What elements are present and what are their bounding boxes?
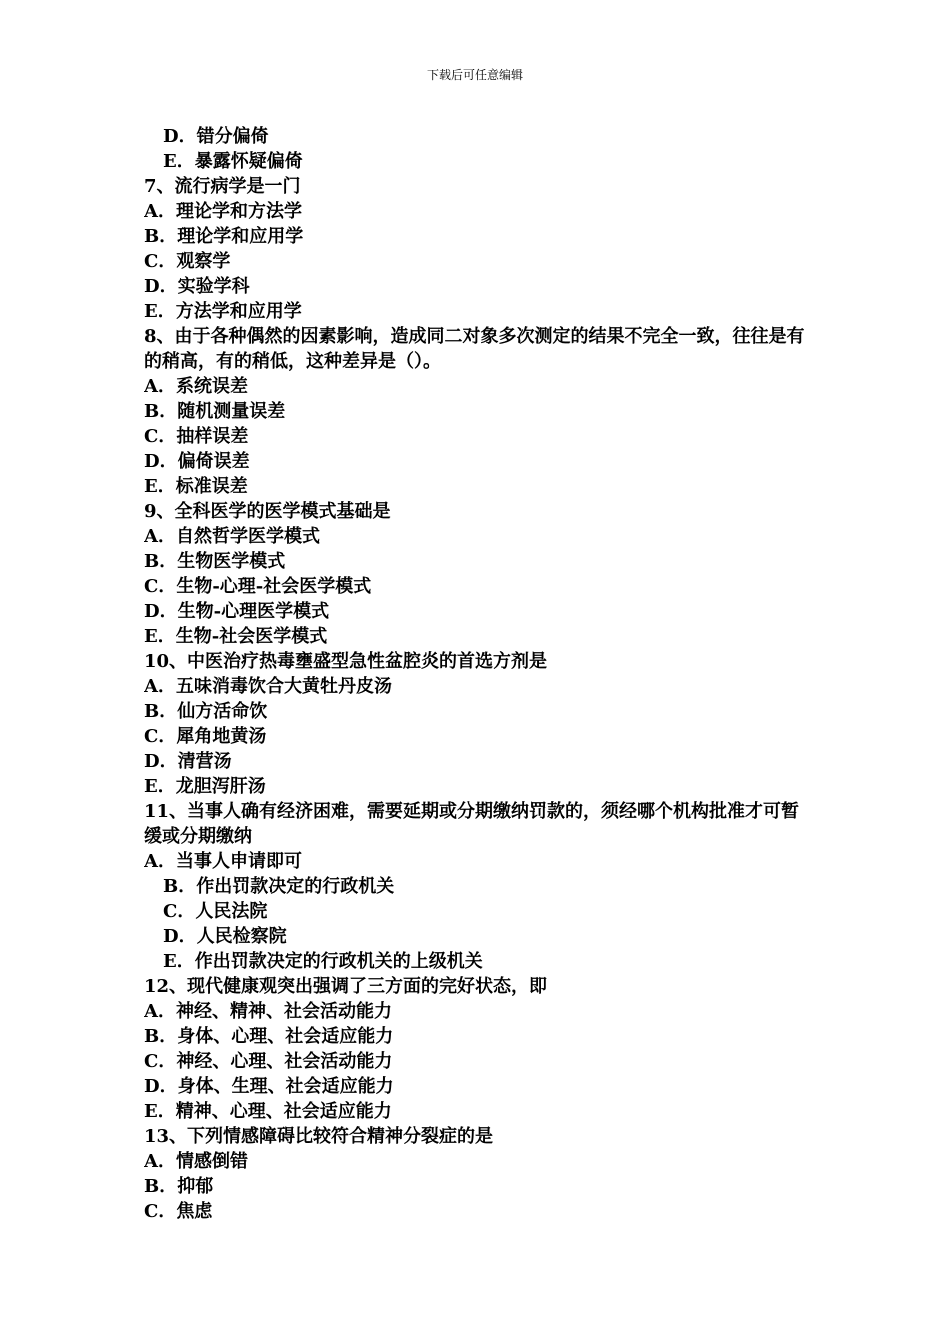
answer-option: E．龙胆泻肝汤 bbox=[144, 776, 266, 797]
answer-option: A．五味消毒饮合大黄牡丹皮汤 bbox=[144, 676, 392, 697]
question-text: 7、流行病学是一门 bbox=[144, 176, 301, 197]
answer-option: C．人民法院 bbox=[163, 901, 268, 922]
answer-option: C．神经、心理、社会活动能力 bbox=[144, 1051, 393, 1072]
answer-option: A．自然哲学医学模式 bbox=[144, 526, 320, 547]
answer-option: C．生物-心理-社会医学模式 bbox=[144, 576, 372, 597]
answer-option: D．偏倚误差 bbox=[144, 451, 250, 472]
answer-option: B．生物医学模式 bbox=[144, 551, 286, 572]
answer-option: B．作出罚款决定的行政机关 bbox=[163, 876, 395, 897]
answer-option: A．神经、精神、社会活动能力 bbox=[144, 1001, 392, 1022]
answer-option: E．暴露怀疑偏倚 bbox=[163, 151, 303, 172]
answer-option: D．实验学科 bbox=[144, 276, 250, 297]
answer-option: A．当事人申请即可 bbox=[144, 851, 302, 872]
answer-option: D．错分偏倚 bbox=[163, 126, 269, 147]
answer-option: B．抑郁 bbox=[144, 1176, 214, 1197]
answer-option: A．理论学和方法学 bbox=[144, 201, 302, 222]
answer-option: B．随机测量误差 bbox=[144, 401, 286, 422]
answer-option: D．生物-心理医学模式 bbox=[144, 601, 330, 622]
answer-option: B．理论学和应用学 bbox=[144, 226, 304, 247]
answer-option: D．身体、生理、社会适应能力 bbox=[144, 1076, 394, 1097]
answer-option: C．焦虑 bbox=[144, 1201, 213, 1222]
question-text: 10、中医治疗热毒壅盛型急性盆腔炎的首选方剂是 bbox=[144, 651, 548, 672]
answer-option: C．犀角地黄汤 bbox=[144, 726, 267, 747]
question-text: 12、现代健康观突出强调了三方面的完好状态，即 bbox=[144, 976, 548, 997]
answer-option: B．仙方活命饮 bbox=[144, 701, 268, 722]
answer-option: E．作出罚款决定的行政机关的上级机关 bbox=[163, 951, 483, 972]
answer-option: C．观察学 bbox=[144, 251, 231, 272]
question-text: 13、下列情感障碍比较符合精神分裂症的是 bbox=[144, 1126, 494, 1147]
answer-option: D．清营汤 bbox=[144, 751, 232, 772]
question-text: 8、由于各种偶然的因素影响，造成同二对象多次测定的结果不完全一致，往往是有的稍高，有的稍低，这种差异是（）。 bbox=[144, 326, 805, 372]
answer-option: A．情感倒错 bbox=[144, 1151, 248, 1172]
answer-option: A．系统误差 bbox=[144, 376, 248, 397]
page-header: 下载后可任意编辑 bbox=[426, 68, 523, 82]
question-text: 9、全科医学的医学模式基础是 bbox=[144, 501, 391, 522]
question-text: 11、当事人确有经济困难，需要延期或分期缴纳罚款的，须经哪个机构批准才可暂缓或分期缴纳 bbox=[144, 801, 800, 847]
answer-option: C．抽样误差 bbox=[144, 426, 249, 447]
answer-option: E．标准误差 bbox=[144, 476, 248, 497]
answer-option: E．方法学和应用学 bbox=[144, 301, 302, 322]
answer-option: E．生物-社会医学模式 bbox=[144, 626, 328, 647]
document-body bbox=[144, 124, 814, 1224]
answer-option: E．精神、心理、社会适应能力 bbox=[144, 1101, 392, 1122]
answer-option: B．身体、心理、社会适应能力 bbox=[144, 1026, 394, 1047]
answer-option: D．人民检察院 bbox=[163, 926, 287, 947]
